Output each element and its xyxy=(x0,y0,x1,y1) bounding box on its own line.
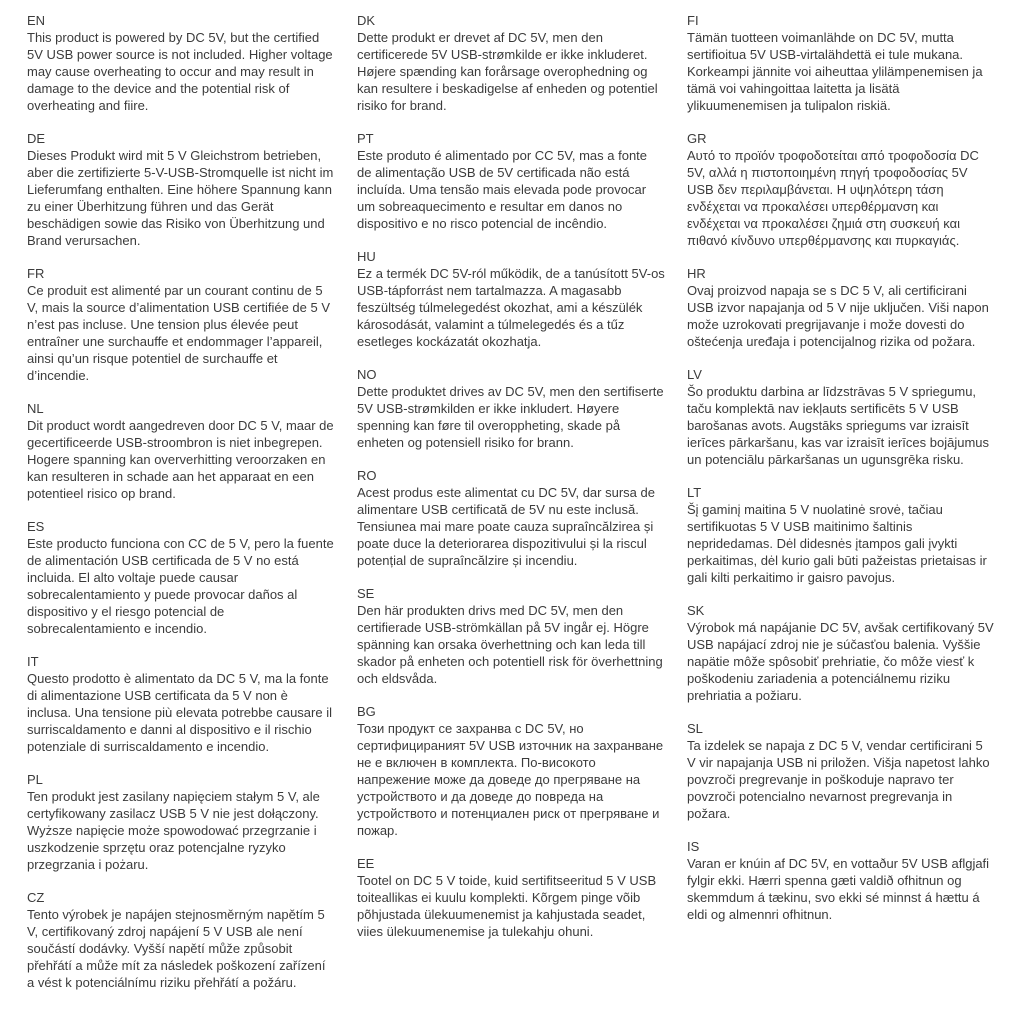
language-section-fr xyxy=(27,265,335,384)
language-section-sk xyxy=(687,602,995,704)
language-section-sl xyxy=(687,720,995,822)
language-text: Este producto funciona con CC de 5 V, pero la fuente de alimentación USB certificada de 5 V no está incluida. El alto voltaje puede causar sobrecalentamiento y puede provocar daños al dispositivo y el riesgo potencial de sobrecalentamiento e incendio. xyxy=(27,536,334,636)
language-section-no xyxy=(357,366,665,451)
language-code: GR xyxy=(687,131,707,146)
language-code: NO xyxy=(357,367,377,382)
language-code: ES xyxy=(27,519,45,534)
language-section-gr xyxy=(687,130,995,249)
language-section-bg xyxy=(357,703,665,839)
language-text: Den här produkten drivs med DC 5V, men den certifierade USB-strömkällan på 5V ingår ej. Högre spänning kan orsaka överhettning och kan leda till skador på enheten och potentiell risk för överhettning och eldsvåda. xyxy=(357,603,663,686)
language-section-es xyxy=(27,518,335,637)
language-section-en xyxy=(27,12,335,114)
language-text: This product is powered by DC 5V, but the certified 5V USB power source is not included. Higher voltage may cause overheating to occur and may result in damage to the device and the potential risk of overheating and fiire. xyxy=(27,30,333,113)
language-code: PT xyxy=(357,131,374,146)
language-section-fi xyxy=(687,12,995,114)
language-text: Ce produit est alimenté par un courant continu de 5 V, mais la source d’alimentation USB certifiée de 5 V n’est pas incluse. Une tension plus élevée peut entraîner une surchauffe et endommager l’appareil, ainsi qu’un risque potentiel de surchauffe et d’incendie. xyxy=(27,283,331,383)
language-text: Tootel on DC 5 V toide, kuid sertifitseeritud 5 V USB toiteallikas ei kuulu komplekti. Kõrgem pinge võib põhjustada ülekuumenemist ja kahjustada seadet, viies ülekuumenemise ja tulekahju ohuni. xyxy=(357,873,657,939)
language-code: EN xyxy=(27,13,46,28)
language-section-de xyxy=(27,130,335,249)
language-section-dk xyxy=(357,12,665,114)
language-section-lv xyxy=(687,366,995,468)
language-code: CZ xyxy=(27,890,45,905)
language-code: NL xyxy=(27,401,44,416)
language-section-hu xyxy=(357,248,665,350)
language-section-it xyxy=(27,653,335,755)
language-section-lt xyxy=(687,484,995,586)
text-column-1 xyxy=(27,12,335,1024)
language-text: Ez a termék DC 5V-ról működik, de a tanúsított 5V-os USB-tápforrást nem tartalmazza. A magasabb feszültség túlmelegedést okozhat, ami a készülék károsodását, valamint a túlmelegedés és a tűz esetleges kockázatát okozhatja. xyxy=(357,266,665,349)
language-text: Acest produs este alimentat cu DC 5V, dar sursa de alimentare USB certificată de 5V nu este inclusă. Tensiunea mai mare poate cauza supraîncălzirea și poate duce la deteriorarea dispozitivului și la riscul potențial de supraîncălzire și incendiu. xyxy=(357,485,655,568)
language-code: HR xyxy=(687,266,706,281)
language-text: Questo prodotto è alimentato da DC 5 V, ma la fonte di alimentazione USB certificata da 5 V non è inclusa. Una tensione più elevata potrebbe causare il surriscaldamento e danni al dispositivo e il rischio potenziale di surriscaldamento e incendio. xyxy=(27,671,332,754)
language-code: HU xyxy=(357,249,376,264)
text-column-3 xyxy=(687,12,995,1024)
language-code: DK xyxy=(357,13,376,28)
language-code: LV xyxy=(687,367,702,382)
language-text: Dette produktet drives av DC 5V, men den sertifiserte 5V USB-strømkilden er ikke inkludert. Høyere spenning kan føre til overoppheting, skade på enheten og potensiell risiko for brann. xyxy=(357,384,664,450)
language-code: LT xyxy=(687,485,702,500)
language-text: Ten produkt jest zasilany napięciem stałym 5 V, ale certyfikowany zasilacz USB 5 V nie jest dołączony. Wyższe napięcie może spowodować przegrzanie i uszkodzenie sprzętu oraz potencjalne ryzyko przegrzania i pożaru. xyxy=(27,789,320,872)
language-code: FI xyxy=(687,13,699,28)
language-section-pl xyxy=(27,771,335,873)
language-text: Este produto é alimentado por CC 5V, mas a fonte de alimentação USB de 5V certificada não está incluída. Uma tensão mais elevada pode provocar um sobreaquecimento e resultar em danos no dispositivo e no risco potencial de incêndio. xyxy=(357,148,648,231)
language-code: IS xyxy=(687,839,700,854)
language-text: Dieses Produkt wird mit 5 V Gleichstrom betrieben, aber die zertifizierte 5-V-USB-Stromquelle ist nicht im Lieferumfang enthalten. Eine höhere Spannung kann zu einer Überhitzung führen und das Gerät beschädigen sowie das Risiko von Überhitzung und Brand verursachen. xyxy=(27,148,334,248)
language-code: DE xyxy=(27,131,46,146)
language-code: EE xyxy=(357,856,375,871)
language-code: SL xyxy=(687,721,703,736)
language-text: Αυτό το προϊόν τροφοδοτείται από τροφοδοσία DC 5V, αλλά η πιστοποιημένη πηγή τροφοδοσίας 5V USB δεν περιλαμβάνεται. Η υψηλότερη τάση ενδέχεται να προκαλέσει υπερθέρμανση και ενδέχεται να προκαλέσει ζημιά στη συσκευή και πιθανό κίνδυνο υπερθέρμανσης και πυρκαγιάς. xyxy=(687,148,979,248)
language-text: Šo produktu darbina ar līdzstrāvas 5 V spriegumu, taču komplektā nav iekļauts sertificēts 5 V USB barošanas avots. Augstāks spriegums var izraisīt ierīces pārkaršanu, kas var izraisīt ierīces bojājumus un potenciālu pārkaršanas un ugunsgrēka risku. xyxy=(687,384,990,467)
language-text: Tämän tuotteen voimanlähde on DC 5V, mutta sertifioitua 5V USB-virtalähdettä ei tule mukana. Korkeampi jännite voi aiheuttaa ylilämpenemisen ja tämä voi vahingoittaa laitetta ja lisätä ylikuumenemisen ja tulipalon riskiä. xyxy=(687,30,983,113)
language-section-pt xyxy=(357,130,665,232)
language-code: BG xyxy=(357,704,376,719)
language-text: Tento výrobek je napájen stejnosměrným napětím 5 V, certifikovaný zdroj napájení 5 V USB ale není součástí dodávky. Vyšší napětí může způsobit přehřátí a může mít za následek poškození zařízení a vést k potenciálnímu riziku přehřátí a požáru. xyxy=(27,907,326,990)
language-text: Výrobok má napájanie DC 5V, avšak certifikovaný 5V USB napájací zdroj nie je súčasťou balenia. Vyššie napätie môže spôsobiť prehriatie, čo môže viesť k poškodeniu zariadenia a potenciálnemu riziku prehriatia a požiaru. xyxy=(687,620,994,703)
language-text: Ovaj proizvod napaja se s DC 5 V, ali certificirani USB izvor napajanja od 5 V nije uključen. Viši napon može uzrokovati pregrijavanje i može dovesti do oštećenja uređaja i potencijalnog rizika od požara. xyxy=(687,283,989,349)
language-text: Dette produkt er drevet af DC 5V, men den certificerede 5V USB-strømkilde er ikke inkluderet. Højere spænding kan forårsage overophedning og kan resultere i beskadigelse af enheden og potentiel risiko for brand. xyxy=(357,30,658,113)
language-code: FR xyxy=(27,266,45,281)
language-section-is xyxy=(687,838,995,923)
language-section-ro xyxy=(357,467,665,569)
language-text: Šį gaminį maitina 5 V nuolatinė srovė, tačiau sertifikuotas 5 V USB maitinimo šaltinis nepridedamas. Dėl didesnės įtampos gali įvykti perkaitimas, dėl kurio gali būti pažeistas prietaisas ir gali kilti perkaitimo ir gaisro pavojus. xyxy=(687,502,987,585)
language-text: Ta izdelek se napaja z DC 5 V, vendar certificirani 5 V vir napajanja USB ni priložen. Višja napetost lahko povzroči pregrevanje in poškoduje napravo ter povzroči potencialno nevarnost pregrevanja in požara. xyxy=(687,738,990,821)
language-code: SE xyxy=(357,586,375,601)
language-code: SK xyxy=(687,603,705,618)
language-text: Dit product wordt aangedreven door DC 5 V, maar de gecertificeerde USB-stroombron is niet inbegrepen. Hogere spanning kan oververhitting veroorzaken en kan resulteren in schade aan het apparaat en een potentieel risico op brand. xyxy=(27,418,334,501)
language-text: Този продукт се захранва с DC 5V, но сертифицираният 5V USB източник на захранване не е включен в комплекта. По-високото напрежение може да доведе до прегряване на устройството и да доведе до повреда на устройството и потенциален риск от прегряване и пожар. xyxy=(357,721,664,838)
text-column-2 xyxy=(357,12,665,1024)
language-code: PL xyxy=(27,772,43,787)
language-code: RO xyxy=(357,468,377,483)
language-code: IT xyxy=(27,654,39,669)
language-section-cz xyxy=(27,889,335,991)
language-section-nl xyxy=(27,400,335,502)
language-text: Varan er knúin af DC 5V, en vottaður 5V USB aflgjafi fylgir ekki. Hærri spenna gæti valdið ofhitnun og skemmdum á tækinu, svo ekki sé minnst á hættu á eldi og almennri ofhitnun. xyxy=(687,856,990,922)
language-section-se xyxy=(357,585,665,687)
language-section-ee xyxy=(357,855,665,940)
language-section-hr xyxy=(687,265,995,350)
